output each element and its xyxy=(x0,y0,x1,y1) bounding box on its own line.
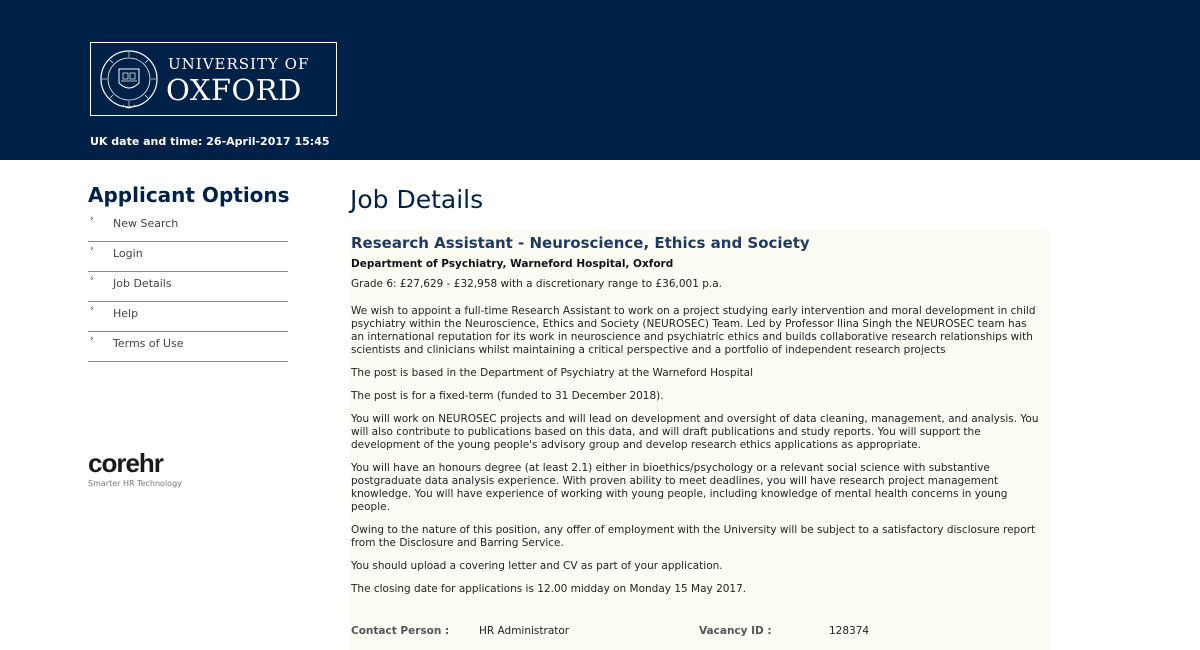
description-paragraph: The post is based in the Department of Psychiatry at the Warneford Hospital xyxy=(351,367,753,379)
vacancy-id-value: 128374 xyxy=(829,625,870,637)
chevron-right-icon: › xyxy=(90,274,94,284)
new-search-link[interactable]: New Search xyxy=(113,217,179,230)
sidebar-item-job-details[interactable] xyxy=(88,272,288,302)
contact-person-value: HR Administrator xyxy=(479,625,570,637)
sidebar-menu xyxy=(88,212,288,362)
vacancy-id-label: Vacancy ID : xyxy=(699,625,772,637)
job-details-main xyxy=(350,185,1050,637)
site-header xyxy=(0,0,1200,160)
description-paragraph: We wish to appoint a full-time Research Assistant to work on a project studying early intervention and moral development in child psychiatry within the Neuroscience, Ethics and Society (NEUROSEC) Team. Led by Professor Ilina Singh the NEUROSEC team has an international reputation for its work in neuroscience and psychiatric ethics and builds collaborative research relationships with scientists and clinicians whilst maintaining a critical perspective and a portfolio of independent research projects xyxy=(351,305,1036,356)
applicant-options-sidebar xyxy=(88,183,288,362)
chevron-right-icon: › xyxy=(90,244,94,254)
corehr-tagline: Smarter HR Technology xyxy=(88,479,182,488)
corehr-hr: hr xyxy=(138,448,163,478)
corehr-logo xyxy=(88,450,208,488)
chevron-right-icon: › xyxy=(90,304,94,314)
description-paragraph: The post is for a fixed-term (funded to 31 December 2018). xyxy=(351,390,664,402)
description-paragraph: Owing to the nature of this position, any offer of employment with the University will be subject to a satisfactory disclosure report from the Disclosure and Barring Service. xyxy=(351,524,1036,549)
job-title: Research Assistant - Neuroscience, Ethics and Society xyxy=(351,234,810,252)
help-link[interactable]: Help xyxy=(113,307,139,320)
department: Department of Psychiatry, Warneford Hospital, Oxford xyxy=(351,258,674,270)
terms-of-use-link[interactable]: Terms of Use xyxy=(113,337,184,350)
page-title: Job Details xyxy=(350,185,484,214)
job-details-link[interactable]: Job Details xyxy=(113,277,172,290)
chevron-right-icon: › xyxy=(90,334,94,344)
sidebar-title: Applicant Options xyxy=(88,183,290,207)
contact-person-label: Contact Person : xyxy=(351,625,450,637)
logo-university-of: UNIVERSITY OF xyxy=(168,55,310,73)
uk-datetime: UK date and time: 26-April-2017 15:45 xyxy=(90,135,330,148)
oxford-crest-icon xyxy=(99,49,159,109)
description-paragraph: You will have an honours degree (at least 2.1) either in bioethics/psychology or a relevant social science with substantive postgraduate data analysis experience. With proven ability to meet deadlines, you will have research project management knowledge. You will have experience of working with young people, including knowledge of mental health concerns in young people. xyxy=(351,462,1008,513)
job-description xyxy=(351,278,1041,606)
sidebar-item-help[interactable] xyxy=(88,302,288,332)
login-link[interactable]: Login xyxy=(113,247,143,260)
logo-oxford: OXFORD xyxy=(166,73,302,107)
description-paragraph: The closing date for applications is 12.00 midday on Monday 15 May 2017. xyxy=(351,583,747,595)
corehr-core: core xyxy=(88,448,139,478)
corehr-wordmark xyxy=(88,450,208,476)
oxford-logo[interactable] xyxy=(90,42,337,116)
sidebar-item-new-search[interactable] xyxy=(88,212,288,242)
description-paragraph: You should upload a covering letter and CV as part of your application. xyxy=(351,560,723,572)
sidebar-item-terms-of-use[interactable] xyxy=(88,332,288,362)
grade-salary: Grade 6: £27,629 - £32,958 with a discretionary range to £36,001 p.a. xyxy=(351,278,723,290)
description-paragraph: You will work on NEUROSEC projects and will lead on development and oversight of data cleaning, management, and analysis. You will also contribute to publications based on this data, and will draft publications and study reports. You will support the development of the young people's advisory group and develop research ethics applications as appropriate. xyxy=(351,413,1039,451)
chevron-right-icon: › xyxy=(90,214,94,224)
sidebar-item-login[interactable] xyxy=(88,242,288,272)
